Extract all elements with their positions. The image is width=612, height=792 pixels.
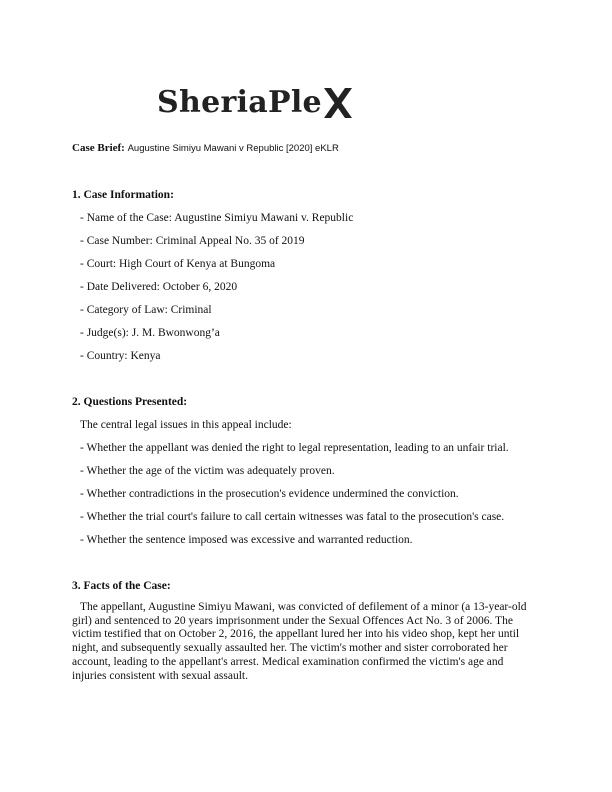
section-heading-questions-presented: 2. Questions Presented: (72, 396, 188, 408)
questions-intro: The central legal issues in this appeal include: (80, 419, 292, 431)
case-brief-label: Case Brief: (72, 142, 125, 154)
case-info-item: - Country: Kenya (80, 350, 161, 362)
section-heading-case-information: 1. Case Information: (72, 189, 174, 201)
case-info-item: - Category of Law: Criminal (80, 304, 212, 316)
case-info-item: - Case Number: Criminal Appeal No. 35 of 2019 (80, 235, 305, 247)
question-item: - Whether the sentence imposed was excessive and warranted reduction. (80, 534, 413, 546)
logo-x-mark (323, 86, 353, 120)
question-item: - Whether contradictions in the prosecution's evidence undermined the conviction. (80, 488, 459, 500)
question-item: - Whether the trial court's failure to call certain witnesses was fatal to the prosecution's case. (80, 511, 505, 523)
case-info-item: - Date Delivered: October 6, 2020 (80, 281, 238, 293)
case-info-item: - Name of the Case: Augustine Simiyu Mawani v. Republic (80, 212, 354, 224)
logo-text: SheriaPle (157, 85, 322, 120)
question-item: - Whether the appellant was denied the right to legal representation, leading to an unfair trial. (80, 442, 509, 454)
question-item: - Whether the age of the victim was adequately proven. (80, 465, 335, 477)
facts-paragraph: The appellant, Augustine Simiyu Mawani, was convicted of defilement of a minor (a 13-year-old girl) and sentenced to 20 years imprisonment under the Sexual Offences Act No. 3 of 2006. The victim testified that on October 2, 2016, the appellant lured her into his video shop, kept her until night, and subsequently sexually assaulted her. The victim's mother and sister corroborated her account, leading to the appellant's arrest. Medical examination confirmed the victim's age and injuries consistent with sexual assault. (72, 601, 527, 682)
case-info-item: - Judge(s): J. M. Bwonwong’a (80, 327, 220, 339)
section-heading-facts: 3. Facts of the Case: (72, 580, 171, 592)
case-info-item: - Court: High Court of Kenya at Bungoma (80, 258, 276, 270)
case-brief-value: Augustine Simiyu Mawani v Republic [2020] eKLR (127, 143, 339, 154)
sheriaplex-logo (157, 80, 353, 120)
case-brief-line (72, 141, 339, 156)
